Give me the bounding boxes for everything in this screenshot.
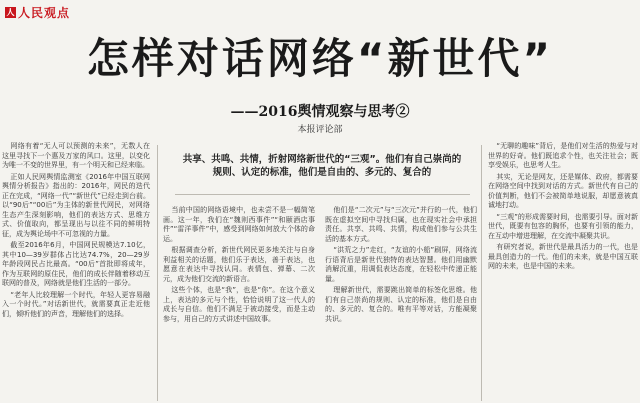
paragraph: 截至2016年6月，中国网民规模达7.10亿，其中10—39岁群体占比达74.7%，20—29岁年龄段网民占比最高。“00后”首批即将成年，作为互联网的原住民，他们的成长伴随着移动互联网的普及，网络就是他们生活的一部分。 xyxy=(2,241,150,287)
paragraph: 当前中国的网络语境中，也未尝不是一幅简笔画。这一年，我们在“魏则西事件”“和颐酒店事件”“雷洋事件”中，感受到网络如何放大个体的命运。 xyxy=(163,206,315,243)
paragraph: 这些个体，也是“我”，也是“你”。在这个意义上，表达的多元与个性，恰恰说明了这一代人的成长与自信。他们不满足于被动接受，而是主动参与，用自己的方式讲述中国故事。 xyxy=(163,286,315,323)
column-name: 人民观点 xyxy=(18,5,71,20)
paragraph: 其实，无论是网友，还是媒体、政府，都需要在网络空间中找到对话的方式。新世代有自己的价值判断，他们不会被简单地说服，却愿意被真诚地打动。 xyxy=(488,172,638,209)
paragraph: 有研究者说，新世代是最具活力的一代，也是最具创造力的一代。他们的未来，就是中国互联网的未来，也是中国的未来。 xyxy=(488,243,638,270)
article-subhead: ——2016舆情观察与思考② xyxy=(230,104,410,120)
paragraph: “无聊的趣味”背后，是他们对生活的热爱与对世界的好奇。他们既追求个性，也关注社会；既享受娱乐，也思考人生。 xyxy=(488,142,638,169)
article-headline: 怎样对话网络“新世代” xyxy=(86,34,554,83)
paragraph: 他们是“二次元”与“三次元”并行的一代，他们既在虚拟空间中寻找归属，也在现实社会中承担责任。共享、共鸣、共情，构成他们参与公共生活的基本方式。 xyxy=(325,206,477,243)
paragraph: 理解新世代，需要跳出简单的标签化思维。他们有自己崇尚的规则、认定的标准，他们是自由的、多元的、复合的。唯有平等对话，方能凝聚共识。 xyxy=(325,286,477,323)
column-divider xyxy=(157,145,158,401)
paragraph: 网络有着“无人可以预测的未来”，无数人在这里寻找下一个惠及万家的风口。这里，以变化为唯一不变的世界里，有一个明天和已经来临。 xyxy=(2,142,150,169)
masthead xyxy=(5,4,70,20)
pull-quote-line: 共享、共鸣、共情，折射网络新世代的“三观”。他们有自己崇尚的 xyxy=(182,154,462,165)
article-byline: 本报评论部 xyxy=(297,125,343,135)
paragraph: 正如人民网舆情监测室《2016年中国互联网舆情分析报告》指出的：2016年，网民的迭代正在完成，“网络一代”“新世代”已经走到台前。以“90后”“00后”为主体的新世代网民，对网络生态产生深刻影响，他们的表达方式、思维方式、价值取向，都呈现出与以往不同的鲜明特征，成为舆论场中不可忽视的力量。 xyxy=(2,172,150,238)
pull-quote xyxy=(172,153,472,179)
pull-quote-rule xyxy=(175,194,470,195)
article-column-1 xyxy=(2,142,150,403)
paragraph: “老年人比较理解一个时代，年轻人更容易融入一个时代。”对话新世代，就需要真正走近他们，倾听他们的声音，理解他们的选择。 xyxy=(2,290,150,318)
people-daily-logo-icon: 人 xyxy=(6,7,15,17)
paragraph: “三观”的形成需要时间，也需要引导。面对新世代，既要有包容的胸怀，也要有引领的能力，在互动中增进理解，在交流中凝聚共识。 xyxy=(488,212,638,240)
paragraph: “洪荒之力”走红，“友谊的小船”刷屏，网络流行语背后是新世代独特的表达智慧。他们用幽默消解沉重，用调侃表达态度，在轻松中传递正能量。 xyxy=(325,246,477,283)
pull-quote-line: 规则、认定的标准，他们是自由的、多元的、复合的 xyxy=(212,167,432,178)
column-divider xyxy=(481,145,482,401)
paragraph: 根据调查分析，新世代网民更多地关注与自身利益相关的话题，他们乐于表达，善于表达，也愿意在表达中寻找认同。表情包、弹幕、二次元，成为他们交流的新语言。 xyxy=(163,246,315,283)
article-column-2 xyxy=(163,206,315,403)
article-column-4 xyxy=(488,142,638,403)
article-column-3 xyxy=(325,206,477,403)
